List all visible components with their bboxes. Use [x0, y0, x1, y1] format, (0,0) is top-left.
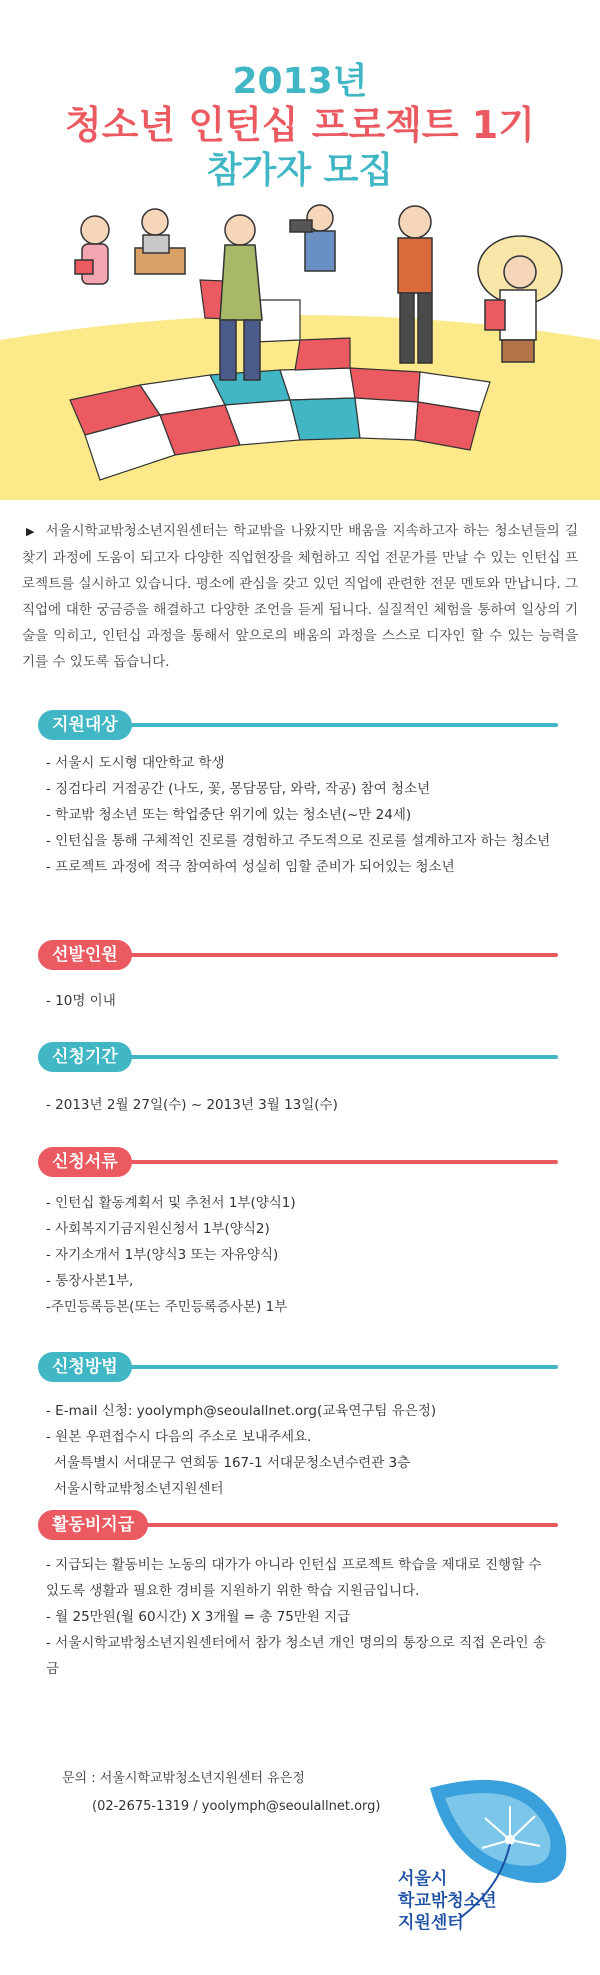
documents-list	[46, 1190, 566, 1320]
section-divider	[98, 723, 558, 727]
selection-list	[46, 988, 566, 1014]
list-item: - 10명 이내	[46, 993, 116, 1009]
section-divider	[98, 1055, 558, 1059]
illustration-board-game	[0, 200, 600, 500]
section-label-period: 신청기간	[38, 1042, 132, 1072]
section-divider	[98, 953, 558, 957]
list-item: - 서울시학교밖청소년지원센터에서 참가 청소년 개인 명의의 통장으로 직접 온라인 송금	[46, 1635, 546, 1677]
section-label-documents: 신청서류	[38, 1147, 132, 1177]
section-divider	[98, 1523, 558, 1527]
section-header-funding	[38, 1510, 558, 1540]
list-item: - 징검다리 거점공간 (나도, 꽃, 몽담몽담, 와락, 작공) 참여 청소년	[46, 781, 431, 797]
list-item: - 2013년 2월 27일(수) ~ 2013년 3월 13일(수)	[46, 1097, 338, 1113]
section-header-method	[38, 1352, 558, 1382]
contact-phone-email: (02-2675-1319 / yoolymph@seoulallnet.org)	[92, 1799, 381, 1814]
section-label-selection: 선발인원	[38, 940, 132, 970]
contact-line: 문의 : 서울시학교밖청소년지원센터 유은정	[62, 1771, 305, 1786]
title-sub: 참가자 모집	[206, 149, 394, 191]
list-item: - 인턴십 활동계획서 및 추천서 1부(양식1)	[46, 1195, 296, 1211]
list-item: - 학교밖 청소년 또는 학업중단 위기에 있는 청소년(~만 24세)	[46, 807, 412, 823]
period-list	[46, 1092, 566, 1118]
funding-list	[46, 1552, 546, 1682]
section-header-documents	[38, 1147, 558, 1177]
section-header-selection	[38, 940, 558, 970]
intro-text: 서울시학교밖청소년지원센터는 학교밖을 나왔지만 배움을 지속하고자 하는 청소년들의 길 찾기 과정에 도움이 되고자 다양한 직업현장을 체험하고 직업 전문가를 만날 수 있는 인턴십 프로젝트를 실시하고 있습니다. 평소에 관심을 갖고 있던 직업에 관련한 전문 멘토와 만납니다. 그 직업에 대한 궁금증을 해결하고 다양한 조언을 듣게 됩니다. 실질적인 체험을 통하여 일상의 기술을 익히고, 인턴십 과정을 통해서 앞으로의 배움의 과정을 스스로 디자인 할 수 있는 능력을 기를 수 있도록 돕습니다.	[22, 523, 578, 670]
list-item: - 프로젝트 과정에 적극 참여하여 성실히 임할 준비가 되어있는 청소년	[46, 859, 455, 875]
list-item: 서울시학교밖청소년지원센터	[54, 1481, 224, 1497]
list-item: - E-mail 신청: yoolymph@seoulallnet.org(교육연구팀 유은정)	[46, 1403, 437, 1419]
list-item: - 인턴십을 통해 구체적인 진로를 경험하고 주도적으로 진로를 설계하고자 하는 청소년	[46, 833, 551, 849]
list-item: - 자기소개서 1부(양식3 또는 자유양식)	[46, 1247, 279, 1263]
list-item: - 통장사본1부,	[46, 1273, 134, 1289]
title-main: 청소년 인턴십 프로젝트 1기	[65, 103, 535, 148]
logo-text	[398, 1868, 497, 1934]
section-header-period	[38, 1042, 558, 1072]
list-item: 서울특별시 서대문구 연희동 167-1 서대문청소년수련관 3층	[54, 1455, 411, 1471]
contact-info	[62, 1765, 381, 1821]
target-list	[46, 750, 566, 880]
intro-paragraph	[22, 518, 578, 675]
logo-line: 지원센터	[398, 1913, 464, 1933]
list-item: - 지급되는 활동비는 노동의 대가가 아니라 인턴십 프로젝트 학습을 제대로 진행할 수 있도록 생활과 필요한 경비를 지원하기 위한 학습 지원금입니다.	[46, 1557, 542, 1599]
right-triangle-bullet-icon: ▶	[26, 525, 36, 538]
section-divider	[98, 1160, 558, 1164]
title-year: 2013년	[232, 61, 368, 102]
method-list	[46, 1398, 566, 1502]
section-divider	[98, 1365, 558, 1369]
section-label-funding: 활동비지급	[38, 1510, 148, 1540]
section-label-target: 지원대상	[38, 710, 132, 740]
list-item: -주민등록등본(또는 주민등록증사본) 1부	[46, 1299, 288, 1315]
list-item: - 월 25만원(월 60시간) X 3개월 = 총 75만원 지급	[46, 1609, 351, 1625]
list-item: - 사회복지기금지원신청서 1부(양식2)	[46, 1221, 270, 1237]
section-header-target	[38, 710, 558, 740]
section-label-method: 신청방법	[38, 1352, 132, 1382]
poster-title	[0, 60, 600, 192]
logo-line: 서울시	[398, 1869, 448, 1889]
list-item: - 원본 우편접수시 다음의 주소로 보내주세요.	[46, 1429, 312, 1445]
list-item: - 서울시 도시형 대안학교 학생	[46, 755, 225, 771]
logo-line: 학교밖청소년	[398, 1891, 497, 1911]
